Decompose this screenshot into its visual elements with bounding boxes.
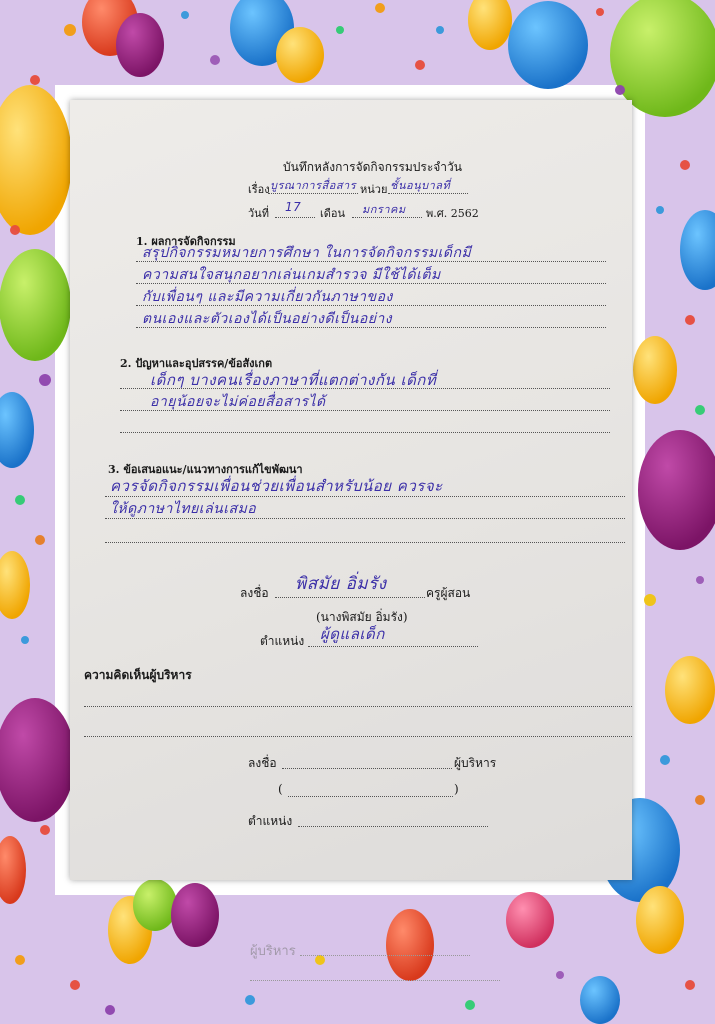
date-dotted-line <box>275 217 315 218</box>
signature-dotted-line <box>275 597 425 598</box>
sign-label: ลงชื่อ <box>240 586 269 600</box>
balloon-purple <box>171 883 219 947</box>
dotted-line <box>105 496 625 497</box>
balloon-yellow <box>665 656 715 724</box>
date-day: 17 <box>285 200 302 214</box>
activity-record-form <box>70 100 632 880</box>
teacher-signature: พิสมัย อิ่มรัง <box>295 574 387 594</box>
balloon-green <box>133 879 177 931</box>
dotted-line <box>136 327 606 328</box>
dotted-line <box>105 518 625 519</box>
dotted-line <box>120 388 610 389</box>
dotted-line <box>84 736 632 737</box>
balloon-purple <box>116 13 164 77</box>
dotted-line <box>105 542 625 543</box>
ghost-admin-label: ผู้บริหาร <box>250 944 296 959</box>
admin-paren-close: ) <box>454 782 459 796</box>
section1-title: 1. ผลการจัดกิจกรรม <box>136 235 236 248</box>
admin-role: ผู้บริหาร <box>454 756 497 770</box>
admin-name-dotted-line <box>288 796 453 797</box>
year-label: พ.ศ. 2562 <box>426 207 479 220</box>
section1-line-1: สรุปกิจกรรมหมายการศึกษา ในการจัดกิจกรรมเด็กมี <box>142 245 472 261</box>
sign-role: ครูผู้สอน <box>426 586 471 600</box>
balloon-red <box>386 909 434 981</box>
position-label: ตำแหน่ง <box>260 634 305 648</box>
dotted-line <box>84 706 632 707</box>
balloon-pink <box>506 892 554 948</box>
section3-title: 3. ข้อเสนอแนะ/แนวทางการแก้ไขพัฒนา <box>108 463 303 476</box>
balloon-yellow <box>636 886 684 954</box>
dotted-line <box>136 305 606 306</box>
date-label: วันที่ <box>248 207 269 220</box>
month-value: มกราคม <box>362 203 406 216</box>
subject-dotted-line <box>268 193 358 194</box>
section3-line-2: ให้ดูภาษาไทยเล่นเสมอ <box>110 501 257 517</box>
balloon-yellow <box>633 336 677 404</box>
balloon-green <box>0 249 71 361</box>
teacher-printed-name: (นางพิสมัย อิ่มรัง) <box>316 610 408 624</box>
dotted-line <box>136 261 606 262</box>
balloon-blue <box>508 1 588 89</box>
admin-sign-dotted-line <box>282 768 452 769</box>
balloon-yellow <box>276 27 324 83</box>
section2-title: 2. ปัญหาและอุปสรรค/ข้อสังเกต <box>120 357 273 370</box>
position-value: ผู้ดูแลเด็ก <box>320 625 385 643</box>
section3-line-1: ควรจัดกิจกรรมเพื่อนช่วยเพื่อนสำหรับน้อย ควรจะ <box>110 477 443 495</box>
section2-line-2: อายุน้อยจะไม่ค่อยสื่อสารได้ <box>150 394 326 410</box>
section1-line-3: กับเพื่อนๆ และมีความเกี่ยวกันภาษาของ <box>142 289 393 305</box>
subject-value: บูรณาการสื่อสาร <box>270 179 357 192</box>
dotted-line <box>136 283 606 284</box>
subject-label: เรื่อง <box>248 183 270 196</box>
section1-line-2: ความสนใจสนุกอยากเล่นเกมสำรวจ มีใช้ได้เต็ม <box>142 267 441 283</box>
section2-line-1: เด็กๆ บางคนเรื่องภาษาที่แตกต่างกัน เด็กที่ <box>150 371 437 389</box>
month-dotted-line <box>352 217 422 218</box>
unit-dotted-line <box>388 193 468 194</box>
month-label: เดือน <box>320 207 346 220</box>
dotted-line <box>120 432 610 433</box>
unit-label: หน่วย <box>360 183 388 196</box>
admin-position-label: ตำแหน่ง <box>248 814 293 828</box>
dotted-line <box>120 410 610 411</box>
balloon-blue <box>580 976 620 1024</box>
admin-position-dotted-line <box>298 826 488 827</box>
admin-paren-open: ( <box>278 782 283 796</box>
position-dotted-line <box>308 646 478 647</box>
form-title: บันทึกหลังการจัดกิจกรรมประจำวัน <box>283 160 462 174</box>
unit-value: ชั้นอนุบาลที่ <box>390 179 451 192</box>
admin-comment-title: ความคิดเห็นผู้บริหาร <box>84 668 192 682</box>
admin-sign-label: ลงชื่อ <box>248 756 277 770</box>
section1-line-4: ตนเองและตัวเองได้เป็นอย่างดีเป็นอย่าง <box>142 311 393 327</box>
